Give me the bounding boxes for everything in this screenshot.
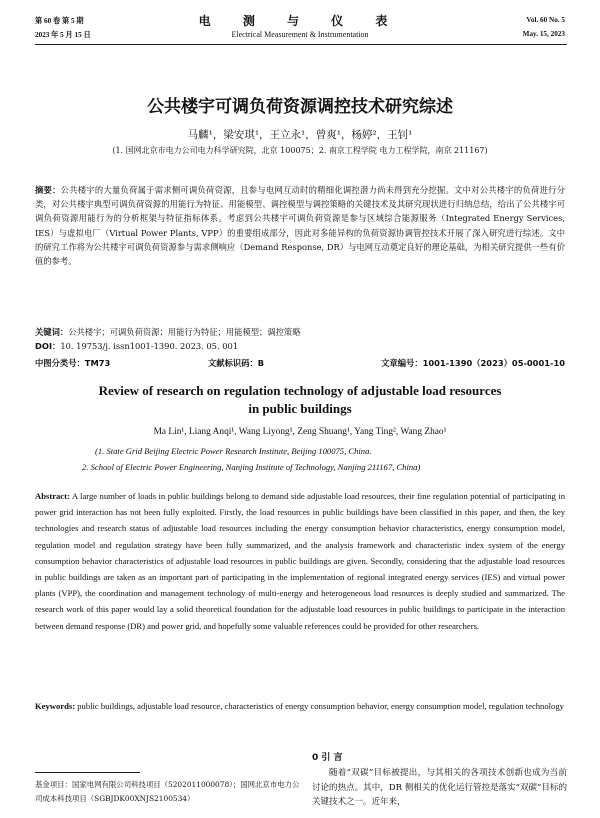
abstract-cn-label: 摘要： <box>35 185 61 195</box>
affiliations-en-2: 2. School of Electric Power Engineering, Nanjing Institute of Technology, Nanjing 211167, China) <box>82 462 421 472</box>
journal-title-cn: 电 测 与 仪 表 <box>198 14 402 28</box>
keywords-en-label: Keywords: <box>35 701 76 711</box>
abstract-en-text: A large number of loads in public buildings belong to demand side adjustable load resources, their fine regulation potential of participating in power grid interaction has not been fully exploited. Firstly, the load resources in public buildings have been classified in this paper, and then, the key technologies and research status of adjustable load resources including the energy consumption behavior characteristics, energy consumption model, regulation model and regulation strategy have been fully summarized, and the analysis framework and characteristic index system of the energy consumption behavior characteristics of adjustable load resources in public buildings are given. Secondly, considering that the adjustable load resources in public buildings are taken as an important part of participating in the implementation of regional integrated energy services (IES) and virtual power plants (VPP), the coordination and management technology of multi-energy and heterogeneous load resources is deeply studied and summarized. The research work of this paper would lay a solid theoretical foundation for the adjustable load resources in public buildings to participate in the interaction between demand response (DR) and power grid, and hopefully some valuable references could be provided for other researchers. <box>35 491 565 631</box>
introduction-text: 随着“双碳”目标被提出，与其相关的各项技术创新也成为当前讨论的热点。其中，DR 侧相关的优化运行管控是落实“双碳”目标的关键技术之一。近年来， <box>312 768 567 807</box>
header-divider <box>35 44 567 45</box>
abstract-cn-text: 公共楼宇的大量负荷属于需求侧可调负荷资源，且参与电网互动时的精细化调控潜力尚未得到充分挖掘。文中对公共楼宇的负荷进行分类，对公共楼宇典型可调负荷资源的用能行为特征、用能模型、调控模型与调控策略的关键技术及其研究现状进行归纳总结，给出了公共楼宇可调负荷资源用能行为的分析框架与特征指标体系。考虑到公共楼宇可调负荷资源是参与区域综合能源服务（Integrated Energy Services, IES）与虚拟电厂（Virtual Power Plants, VPP）的重要组成部分，因此对多能异构的负荷资源协调管控技术开展了深入研究进行综述。文中的研究工作将为公共楼宇可调负荷资源参与需求侧响应（Demand Response, DR）与电网互动奠定良好的理论基础，为相关研究提供一些有价值的参考。 <box>35 185 565 267</box>
header-volume-en: Vol. 60 No. 5 <box>526 16 565 24</box>
doi-text: 10. 19753/j. issn1001-1390. 2023. 05. 001 <box>60 341 239 351</box>
keywords-cn-label: 关键词： <box>35 327 69 337</box>
header-date-cn: 2023 年 5 月 15 日 <box>35 31 91 39</box>
section-heading-introduction: 0 引 言 <box>312 753 343 763</box>
authors-cn: 马麟¹，梁安琪¹，王立永¹，曾爽¹，杨婷²，王钊¹ <box>187 129 413 141</box>
abstract-cn <box>35 183 565 268</box>
doi <box>35 339 565 353</box>
paper-title-en <box>0 382 600 418</box>
paper-title-en-line2: in public buildings <box>248 401 352 416</box>
keywords-cn <box>35 325 565 339</box>
authors-en: Ma Lin¹, Liang Anqi¹, Wang Liyong¹, Zeng Shuang¹, Yang Ting², Wang Zhao¹ <box>153 427 447 437</box>
affiliations-cn: (1. 国网北京市电力公司电力科学研究院，北京 100075；2. 南京工程学院 电力工程学院，南京 211167) <box>112 146 488 155</box>
abstract-en <box>35 488 565 634</box>
keywords-cn-text: 公共楼宇；可调负荷资源；用能行为特征；用能模型；调控策略 <box>68 327 301 337</box>
paper-title-en-line1: Review of research on regulation technology of adjustable load resources <box>98 383 502 398</box>
keywords-en <box>35 698 565 714</box>
abstract-en-label: Abstract: <box>35 491 70 501</box>
footnote-divider <box>35 772 140 773</box>
doi-label: DOI： <box>35 341 61 351</box>
article-number: 文章编号：1001-1390（2023）05-0001-10 <box>381 358 565 368</box>
journal-title-en: Electrical Measurement & Instrumentation <box>231 30 369 39</box>
keywords-en-text: public buildings, adjustable load resource, characteristics of energy consumption behavior, energy consumption model, regulation technology <box>75 701 564 711</box>
clc-number: 中图分类号：TM73 <box>35 358 111 368</box>
paper-title-cn: 公共楼宇可调负荷资源调控技术研究综述 <box>147 97 453 117</box>
affiliations-en-1: (1. State Grid Beijing Electric Power Research Institute, Beijing 100075, China. <box>95 446 372 456</box>
header-volume-cn: 第 60 卷 第 5 期 <box>35 17 84 25</box>
funding-footnote: 基金项目：国家电网有限公司科技项目（5202011000078）；国网北京市电力公司成本科技项目（SGBJDK00XNJS2100534） <box>35 780 300 803</box>
document-code: 文献标识码：B <box>208 358 265 368</box>
header-date-en: May. 15, 2023 <box>522 30 565 38</box>
